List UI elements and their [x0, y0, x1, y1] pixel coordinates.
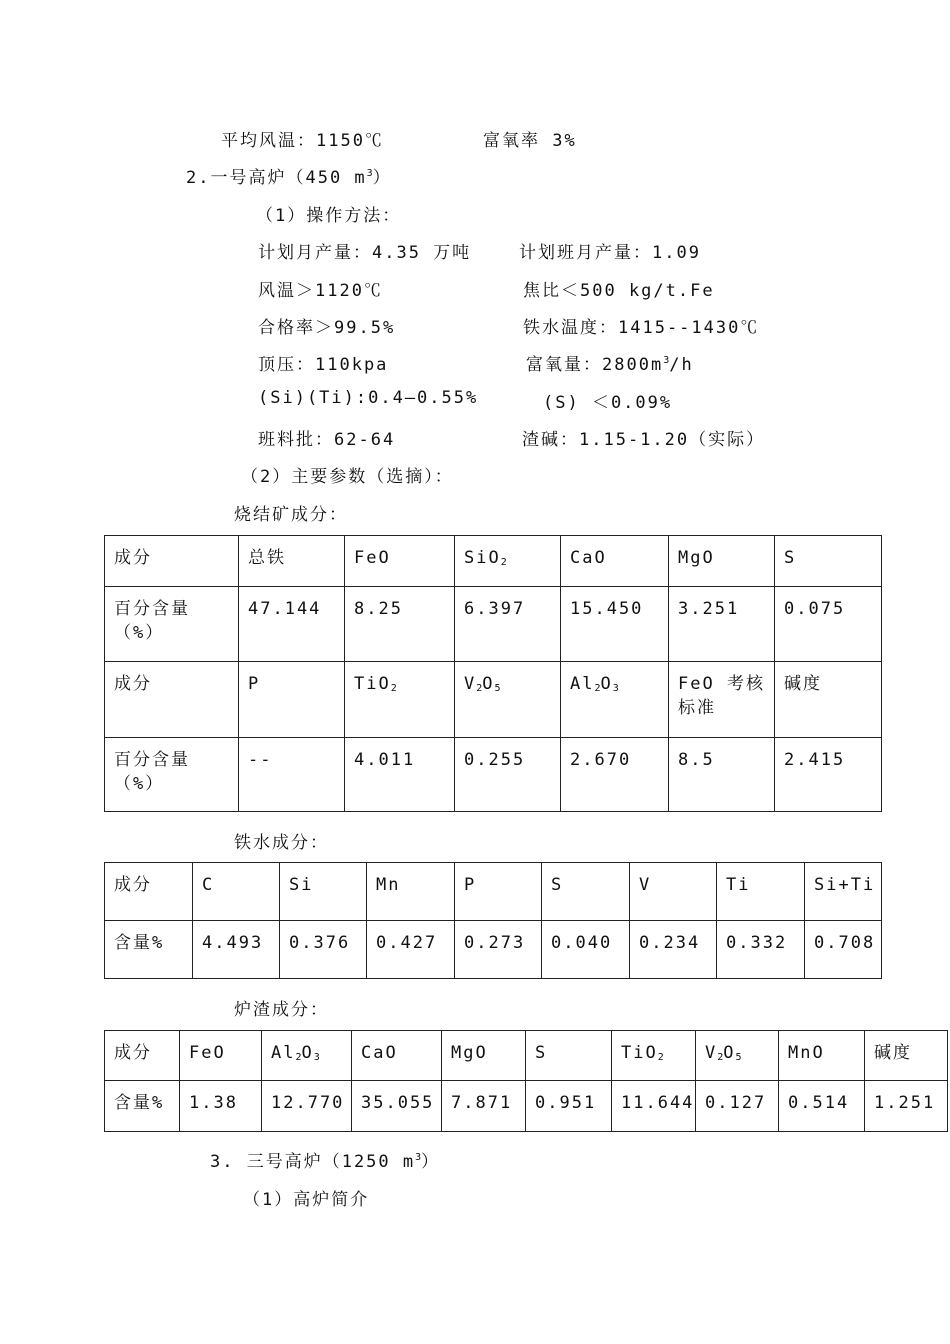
table-cell: 含量% — [105, 921, 193, 979]
table-cell: 47.144 — [239, 587, 345, 662]
furnace3-title — [210, 1147, 440, 1172]
table-cell: 0.514 — [779, 1081, 865, 1132]
table-cell: 总铁 — [239, 536, 345, 587]
slag-title: 炉渣成分： — [234, 1000, 329, 1020]
table-cell: TiO$_2$ — [345, 662, 455, 738]
table-cell: 碱度 — [865, 1031, 948, 1081]
table-cell: 0.075 — [775, 587, 882, 662]
table-cell: P — [239, 662, 345, 738]
furnace3-intro: （1）高炉简介 — [243, 1190, 370, 1210]
furnace3-title-text: 3. 三号高炉（1250 m — [210, 1152, 416, 1172]
wind-temp: 风温＞1120℃ — [258, 281, 383, 301]
furnace1-title-text: 2.一号高炉（450 m — [186, 168, 367, 188]
table-cell: 0.234 — [630, 921, 717, 979]
table-cell: 0.951 — [526, 1081, 612, 1132]
table-cell: Si+Ti — [805, 863, 882, 921]
table-cell: P — [455, 863, 542, 921]
table-cell: 成分 — [105, 662, 239, 738]
sinter-title: 烧结矿成分： — [234, 505, 348, 525]
table-row — [105, 1031, 948, 1081]
table-cell: $Al_2O_3$ — [561, 662, 669, 738]
table-cell: 碱度 — [775, 662, 882, 738]
table-cell: $V_2O_5$ — [696, 1031, 779, 1081]
table-cell: 0.127 — [696, 1081, 779, 1132]
oxygen-amount — [526, 350, 694, 375]
table-cell: Si — [280, 863, 367, 921]
table-cell: 成分 — [105, 536, 239, 587]
table-cell: SiO$_2$ — [455, 536, 561, 587]
table-cell: MgO — [669, 536, 775, 587]
furnace1-title-close: ） — [372, 168, 392, 188]
top-pressure: 顶压：110kpa — [258, 355, 389, 375]
furnace1-title — [186, 163, 392, 188]
table-cell: 8.5 — [669, 738, 775, 812]
table-cell: CaO — [561, 536, 669, 587]
table-cell: $Al_2O_3$ — [262, 1031, 352, 1081]
table-cell: 8.25 — [345, 587, 455, 662]
table-cell: 1.251 — [865, 1081, 948, 1132]
table-cell: 含量% — [105, 1081, 180, 1132]
table-row — [105, 662, 882, 738]
pass-rate: 合格率＞99.5% — [258, 318, 396, 338]
table-cell: V — [630, 863, 717, 921]
table-cell: 2.415 — [775, 738, 882, 812]
table-cell: 11.644 — [612, 1081, 696, 1132]
oxygen-amount-unit: /h — [669, 355, 694, 375]
slag-basicity: 渣碱：1.15-1.20（实际） — [522, 430, 766, 450]
table-cell: MnO — [779, 1031, 865, 1081]
oxygen-amount-text: 富氧量：2800m — [526, 355, 664, 375]
sinter-table — [104, 535, 882, 812]
table-cell: $V_2O_5$ — [455, 662, 561, 738]
main-params-heading: （2）主要参数（选摘）： — [241, 467, 454, 487]
oxygen-amount-sup: 3 — [663, 355, 670, 366]
table-cell: 0.708 — [805, 921, 882, 979]
table-cell: S — [542, 863, 630, 921]
op-method-heading: （1）操作方法： — [256, 206, 402, 226]
table-cell: FeO — [345, 536, 455, 587]
si-ti: (Si)(Ti):0.4—0.55% — [258, 388, 479, 408]
table-cell: 1.38 — [180, 1081, 262, 1132]
slag-table — [104, 1030, 948, 1132]
table-cell: 35.055 — [352, 1081, 442, 1132]
planned-shift-output: 计划班月产量：1.09 — [519, 243, 701, 263]
table-cell: 12.770 — [262, 1081, 352, 1132]
oxygen-rate: 富氧率 3% — [483, 131, 577, 151]
planned-monthly-output: 计划月产量：4.35 万吨 — [258, 243, 472, 263]
table-cell: 0.376 — [280, 921, 367, 979]
table-row — [105, 536, 882, 587]
table-cell: C — [193, 863, 280, 921]
hot-metal-title: 铁水成分： — [234, 833, 329, 853]
table-cell: 百分含量（%） — [105, 587, 239, 662]
table-cell: 6.397 — [455, 587, 561, 662]
table-cell: -- — [239, 738, 345, 812]
table-row — [105, 1081, 948, 1132]
table-cell: FeO 考核标准 — [669, 662, 775, 738]
table-cell: 4.011 — [345, 738, 455, 812]
table-row — [105, 921, 882, 979]
table-cell: 0.255 — [455, 738, 561, 812]
shift-batch: 班料批：62-64 — [258, 430, 396, 450]
table-row — [105, 587, 882, 662]
table-cell: Ti — [717, 863, 805, 921]
table-cell: 百分含量（%） — [105, 738, 239, 812]
table-cell: 成分 — [105, 863, 193, 921]
table-cell: 3.251 — [669, 587, 775, 662]
table-cell: 0.273 — [455, 921, 542, 979]
table-cell: S — [775, 536, 882, 587]
furnace1-title-sup: 3 — [366, 168, 373, 179]
avg-wind-temp: 平均风温：1150℃ — [221, 131, 384, 151]
table-cell: 7.871 — [442, 1081, 526, 1132]
furnace3-title-sup: 3 — [415, 1152, 422, 1163]
table-cell: 0.332 — [717, 921, 805, 979]
coke-ratio: 焦比＜500 kg/t.Fe — [523, 281, 715, 301]
table-cell: 4.493 — [193, 921, 280, 979]
table-cell: 15.450 — [561, 587, 669, 662]
table-cell: CaO — [352, 1031, 442, 1081]
table-cell: S — [526, 1031, 612, 1081]
table-cell: FeO — [180, 1031, 262, 1081]
hot-metal-table — [104, 862, 882, 979]
table-cell: Mn — [367, 863, 455, 921]
sulfur: (S) ＜0.09% — [543, 393, 673, 413]
table-cell: 2.670 — [561, 738, 669, 812]
iron-temp: 铁水温度：1415--1430℃ — [523, 318, 760, 338]
table-cell: 0.427 — [367, 921, 455, 979]
table-cell: TiO$_2$ — [612, 1031, 696, 1081]
table-cell: 0.040 — [542, 921, 630, 979]
table-row — [105, 863, 882, 921]
table-cell: MgO — [442, 1031, 526, 1081]
table-cell: 成分 — [105, 1031, 180, 1081]
furnace3-title-close: ） — [421, 1152, 441, 1172]
table-row — [105, 738, 882, 812]
